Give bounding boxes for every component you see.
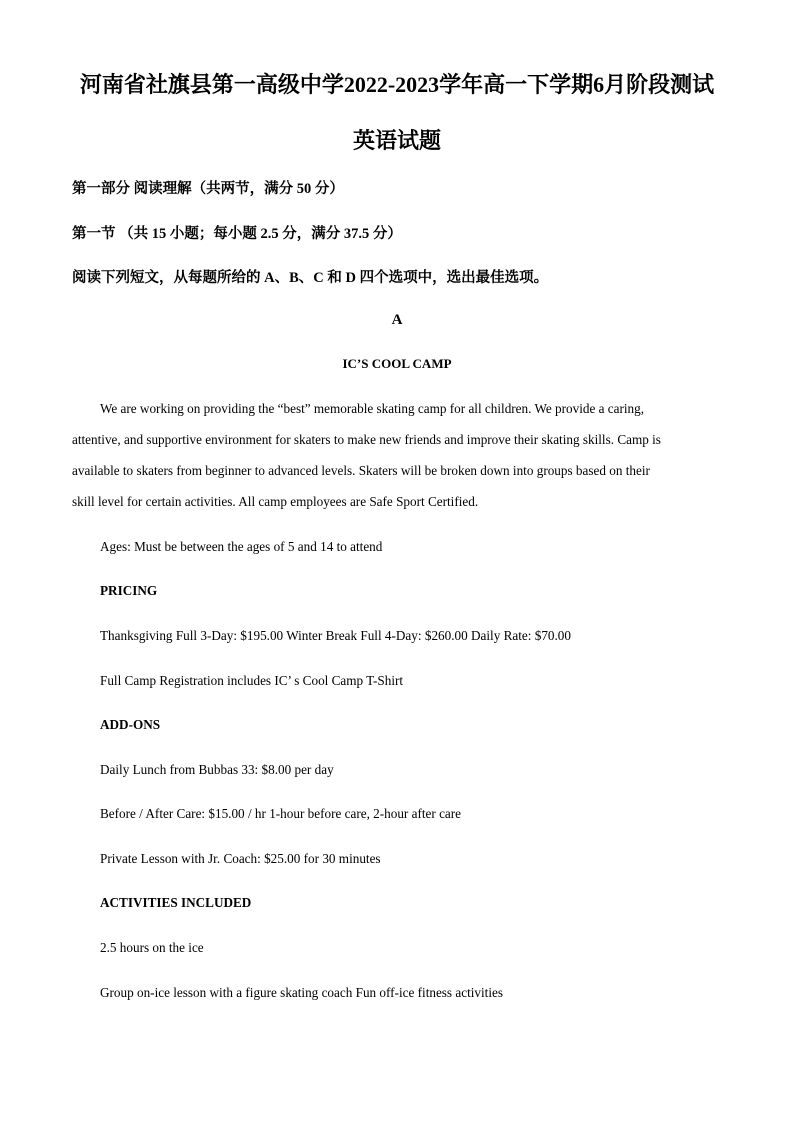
passage-heading: IC’S COOL CAMP	[342, 356, 452, 371]
document-subtitle: 英语试题	[352, 128, 441, 153]
activity-group: Group on-ice lesson with a figure skating coach Fun off-ice fitness activities	[100, 985, 503, 1000]
addon-care: Before / After Care: $15.00 / hr 1-hour before care, 2-hour after care	[100, 806, 462, 821]
activity-ice: 2.5 hours on the ice	[100, 940, 204, 955]
passage-letter: A	[391, 312, 403, 328]
paragraph-line: skill level for certain activities. All camp employees are Safe Sport Certified.	[72, 494, 479, 509]
part-heading: 第一部分 阅读理解（共两节，满分 50 分）	[72, 181, 344, 197]
paragraph-line: available to skaters from beginner to advanced levels. Skaters will be broken down into groups based on their	[72, 463, 650, 478]
pricing-line: Thanksgiving Full 3-Day: $195.00 Winter Break Full 4-Day: $260.00 Daily Rate: $70.00	[100, 628, 571, 643]
registration-text: Full Camp Registration includes IC’ s Cool Camp T-Shirt	[100, 673, 404, 688]
paragraph-line: We are working on providing the “best” memorable skating camp for all children. We provide a caring,	[100, 401, 644, 416]
pricing-heading: PRICING	[100, 583, 158, 598]
addon-lesson: Private Lesson with Jr. Coach: $25.00 for 30 minutes	[100, 851, 381, 866]
instruction-text: 阅读下列短文，从每题所给的 A、B、C 和 D 四个选项中，选出最佳选项。	[72, 270, 549, 286]
ages-text: Ages: Must be between the ages of 5 and 14 to attend	[100, 539, 383, 554]
document-title: 河南省社旗县第一高级中学2022-2023学年高一下学期6月阶段测试	[79, 72, 715, 97]
paragraph-line: attentive, and supportive environment for skaters to make new friends and improve their skating skills. Camp is	[72, 432, 661, 447]
addons-heading: ADD-ONS	[100, 717, 161, 732]
addon-lunch: Daily Lunch from Bubbas 33: $8.00 per day	[100, 762, 334, 777]
activities-heading: ACTIVITIES INCLUDED	[100, 895, 252, 910]
subsection-heading: 第一节 （共 15 小题；每小题 2.5 分，满分 37.5 分）	[72, 226, 402, 242]
